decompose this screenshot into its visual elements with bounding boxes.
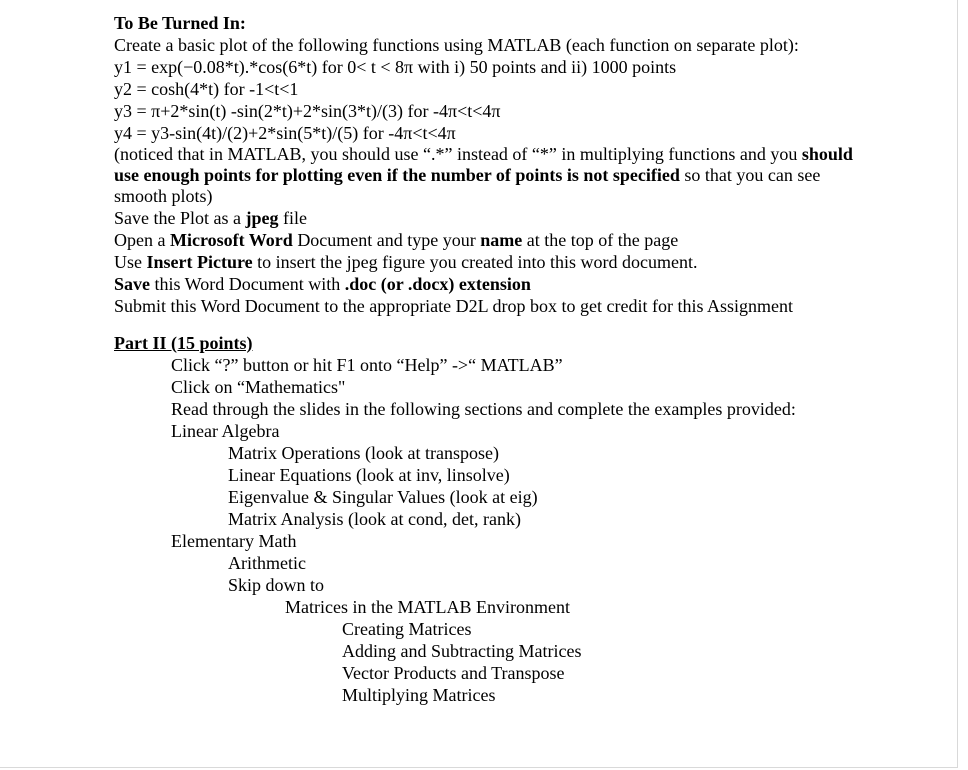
heading-to-be-turned-in: To Be Turned In: — [114, 13, 246, 33]
open-word-text-2: Document and type your — [292, 230, 481, 250]
submit-line: Submit this Word Document to the appropriate D2L drop box to get credit for this Assignment — [114, 296, 793, 316]
linear-algebra-item: Matrix Operations (look at transpose) — [228, 443, 499, 463]
open-word-text-3: at the top of the page — [522, 230, 679, 250]
save-doc-line — [114, 273, 874, 295]
part2-read-line: Read through the slides in the following sections and complete the examples provided: — [171, 399, 796, 419]
elementary-math-title: Elementary Math — [171, 531, 297, 551]
save-plot-bold: jpeg — [245, 208, 279, 228]
part2-help-line: Click “?” button or hit F1 onto “Help” ->“ MATLAB” — [171, 355, 563, 375]
insert-picture-bold: Insert Picture — [146, 252, 253, 272]
matrices-subitem: Creating Matrices — [342, 619, 472, 639]
elementary-math-item: Skip down to — [228, 575, 325, 595]
matrices-subitem: Adding and Subtracting Matrices — [342, 641, 582, 661]
save-plot-text: Save the Plot as a — [114, 208, 246, 228]
function-y1: y1 = exp(−0.08*t).*cos(6*t) for 0< t < 8π with i) 50 points and ii) 1000 points — [114, 57, 677, 77]
open-word-bold-1: Microsoft Word — [169, 230, 293, 250]
note-text-1: (noticed that in MATLAB, you should use “.*” instead of “*” in multiplying functions and you — [114, 144, 802, 164]
function-y3: y3 = π+2*sin(t) -sin(2*t)+2*sin(3*t)/(3) for -4π<t<4π — [114, 101, 501, 121]
document-body — [114, 12, 874, 706]
elementary-math-item: Arithmetic — [228, 553, 306, 573]
linear-algebra-item: Matrix Analysis (look at cond, det, rank) — [228, 509, 521, 529]
function-y2: y2 = cosh(4*t) for -1<t<1 — [114, 79, 299, 99]
intro-line: Create a basic plot of the following functions using MATLAB (each function on separate plot): — [114, 35, 799, 55]
open-word-text-1: Open a — [114, 230, 170, 250]
linear-algebra-title: Linear Algebra — [171, 421, 280, 441]
save-plot-suffix: file — [278, 208, 307, 228]
insert-picture-text-2: to insert the jpeg figure you created into this word document. — [252, 252, 698, 272]
save-doc-text: this Word Document with — [150, 274, 345, 294]
matrices-subitem: Multiplying Matrices — [342, 685, 496, 705]
open-word-line — [114, 229, 874, 251]
linear-algebra-item: Linear Equations (look at inv, linsolve) — [228, 465, 510, 485]
linear-algebra-item: Eigenvalue & Singular Values (look at eig) — [228, 487, 538, 507]
function-y4: y4 = y3-sin(4t)/(2)+2*sin(5*t)/(5) for -4π<t<4π — [114, 123, 456, 143]
save-doc-bold-2: .doc (or .docx) extension — [344, 274, 531, 294]
note-text-2: so that you can see smooth plots) — [114, 165, 821, 206]
matlab-environment-section: Matrices in the MATLAB Environment — [285, 597, 570, 617]
matrices-subitem: Vector Products and Transpose — [342, 663, 565, 683]
part2-mathematics-line: Click on “Mathematics" — [171, 377, 346, 397]
insert-picture-line — [114, 251, 874, 273]
save-doc-bold-1: Save — [114, 274, 150, 294]
part2-title: Part II (15 points) — [114, 333, 253, 353]
note-bold: should use enough points for plotting even if the number of points is not specified — [114, 144, 853, 185]
open-word-bold-2: name — [480, 230, 523, 250]
matlab-note — [114, 144, 864, 207]
save-plot-line — [114, 207, 874, 229]
insert-picture-text-1: Use — [114, 252, 147, 272]
spacer — [114, 317, 874, 332]
